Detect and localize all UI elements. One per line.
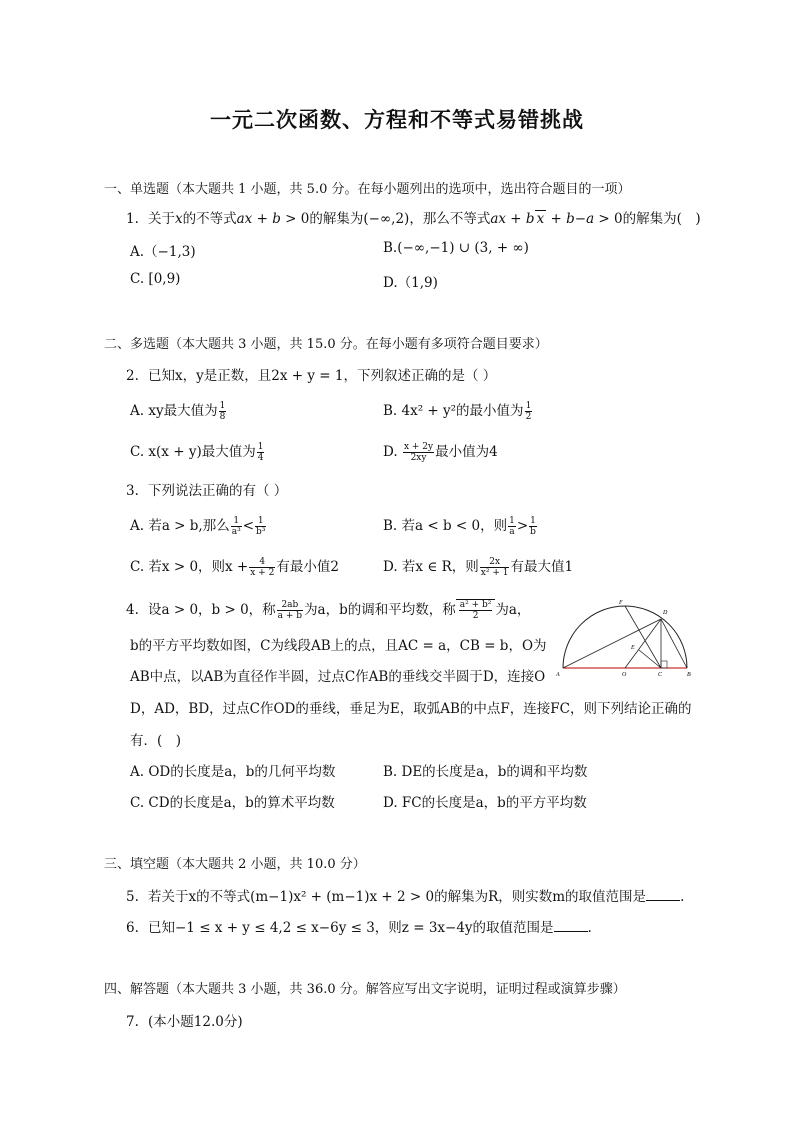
q3-option-c-text: C. 若x > 0，则x + <box>130 559 249 575</box>
q3-option-b[interactable]: B. 若a < b < 0，则 $\frac{1}{a}$ > $\frac{1}{b}$ <box>383 516 536 537</box>
question-number: 7. <box>126 1014 139 1030</box>
question-number: 6. <box>126 920 139 936</box>
fraction: $\frac{1}{2}$ <box>525 401 532 422</box>
question-7 <box>126 1010 243 1030</box>
q1-option-c[interactable]: C. [0,9) <box>130 271 181 287</box>
sqrt-expression: $\frac{\text{a² + b²}}{2}$ <box>456 599 496 621</box>
question-5 <box>126 885 684 905</box>
question-number: 1. <box>126 211 139 227</box>
fraction: $\frac{1}{8}$ <box>219 401 226 422</box>
q2-option-d-tail: 最小值为4 <box>435 444 498 460</box>
section-heading-single-choice: 一、单选题（本大题共 1 小题，共 5.0 分。在每小题列出的选项中，选出符合题目的一项） <box>104 182 631 197</box>
section-heading-fill-blank: 三、填空题（本大题共 2 小题，共 10.0 分） <box>104 857 366 872</box>
q2-stem-text: 已知x，y是正数，且2x + y = 1，下列叙述正确的是（ ） <box>148 368 497 384</box>
page-title: 一元二次函数、方程和不等式易错挑战 <box>210 107 584 132</box>
q3-option-b-text: B. 若a < b < 0，则 <box>383 518 508 534</box>
fraction: $\frac{1}{b}$ <box>530 516 536 537</box>
segment-ce <box>639 650 661 668</box>
section-heading-multiple-choice: 二、多选题（本大题共 3 小题，共 15.0 分。在每小题有多项符合题目要求） <box>104 337 548 352</box>
q2-option-a-text: A. xy最大值为 <box>130 403 218 419</box>
q3-option-d[interactable] <box>383 555 573 578</box>
q2-option-a[interactable] <box>130 399 227 422</box>
question-number: 4. <box>126 602 139 618</box>
q1-math: x <box>175 211 183 227</box>
q6-end: . <box>587 920 592 936</box>
q1-math: ax <box>236 211 253 227</box>
question-4-line-4: D，AD，BD，过点C作OD的垂线，垂足为E，取弧AB的中点F，连接FC，则下列结论正确的 <box>130 701 692 717</box>
answer-blank[interactable] <box>554 919 588 932</box>
question-3-stem <box>126 479 287 499</box>
q1-option-b[interactable]: B.(−∞,−1) ∪ (3, + ∞) <box>383 240 529 256</box>
right-angle-mark <box>661 661 667 668</box>
question-4-line-2: b的平方平均数如图，C为线段AB上的点，且AC = a，CB = b，O为 <box>130 638 547 654</box>
segment-fc <box>625 606 661 668</box>
question-4-line-1 <box>126 598 530 621</box>
q2-option-c-text: C. x(x + y)最大值为 <box>130 444 256 460</box>
fraction: $\frac{x + 2y}{2xy}$ <box>403 442 434 463</box>
q4-text: 为a，b的调和平均数，称 <box>304 602 456 618</box>
fraction: $\frac{1}{4}$ <box>257 442 264 463</box>
label-f: F <box>619 600 623 606</box>
fraction: $\frac{1}{\text{a³}}$ <box>231 516 241 537</box>
q3-option-d-text: D. 若x ∈ R，则 <box>383 559 479 575</box>
q3-option-c-tail: 有最小值2 <box>276 559 339 575</box>
q1-stem-part: 的解集为( ) <box>622 211 701 227</box>
q3-option-d-tail: 有最大值1 <box>510 559 574 575</box>
question-number: 3. <box>126 483 139 499</box>
q3-option-a[interactable]: A. 若a > b,那么 $\frac{1}{\text{a³}}$ < $\frac{1}{\text{b³}}$ <box>130 516 266 537</box>
q1-option-a[interactable]: A.（−1,3) <box>130 244 196 260</box>
q4-text: 为a， <box>495 602 531 618</box>
label-e: E <box>631 645 635 651</box>
question-number: 2. <box>126 368 139 384</box>
q3-option-c[interactable] <box>130 555 339 578</box>
q3-stem-text: 下列说法正确的有（ ） <box>148 483 288 499</box>
segment-ad <box>563 619 661 668</box>
question-6 <box>126 916 592 936</box>
q1-math: ax <box>490 211 506 227</box>
q1-stem-part: 关于 <box>148 211 175 227</box>
label-c: C <box>658 672 663 678</box>
segment-od <box>625 619 661 668</box>
question-4-line-5: 有．( ) <box>130 733 182 749</box>
q5-stem-text: 若关于x的不等式(m−1)x² + (m−1)x + 2 > 0的解集为R，则实数m的取值范围是 <box>148 889 647 905</box>
q1-stem-part: 的解集为 <box>309 211 364 227</box>
q1-stem-part: 的不等式 <box>182 211 237 227</box>
question-4-line-3: AB中点，以AB为直径作半圆，过点C作AB的垂线交半圆于D，连接O <box>130 669 546 685</box>
fraction: $\frac{2x}{\text{x² + 1}}$ <box>480 557 509 578</box>
q1-option-d[interactable]: D.（1,9) <box>383 275 438 291</box>
q4-option-c[interactable]: C. CD的长度是a，b的算术平均数 <box>130 795 335 811</box>
q4-option-a[interactable]: A. OD的长度是a，b的几何平均数 <box>130 764 336 780</box>
fraction: $\frac{1}{a}$ <box>509 516 515 537</box>
fraction: $\frac{1}{\text{b³}}$ <box>256 516 266 537</box>
q2-option-d[interactable] <box>383 440 498 463</box>
q1-stem-part: ，那么不等式 <box>409 211 491 227</box>
q3-option-a-text: A. 若a > b,那么 <box>130 518 230 534</box>
label-d: D <box>663 610 668 616</box>
label-a: A <box>556 672 560 678</box>
q4-option-b[interactable]: B. DE的长度是a，b的调和平均数 <box>383 764 588 780</box>
semicircle-figure <box>555 598 705 678</box>
q7-stem-text: (本小题12.0分) <box>148 1014 243 1030</box>
question-1-stem: 1. 关于x的不等式ax + b > 0的解集为(−∞,2)，那么不等式ax + b x + b−a > 0的解集为( ) <box>126 211 701 227</box>
segment-bd <box>661 619 687 668</box>
question-number: 5. <box>126 889 139 905</box>
label-b: B <box>687 672 691 678</box>
label-o: O <box>622 672 627 678</box>
q6-stem-text: 已知−1 ≤ x + y ≤ 4,2 ≤ x−6y ≤ 3，则z = 3x−4y的取值范围是 <box>148 920 554 936</box>
q2-option-b-text: B. 4x² + y²的最小值为 <box>383 403 524 419</box>
q2-option-d-text: D. <box>383 444 398 460</box>
q4-option-d[interactable]: D. FC的长度是a，b的平方平均数 <box>383 795 587 811</box>
fraction: $\frac{4}{x + 2}$ <box>250 557 275 578</box>
q4-text: 设a > 0，b > 0，称 <box>148 602 276 618</box>
answer-blank[interactable] <box>646 888 680 901</box>
fraction: $\frac{2ab}{a + b}$ <box>277 600 303 621</box>
section-heading-free-response: 四、解答题（本大题共 3 小题，共 36.0 分。解答应写出文字说明，证明过程或演算步骤） <box>104 982 626 997</box>
q5-end: . <box>680 889 685 905</box>
q2-option-c[interactable] <box>130 440 265 463</box>
q2-option-b[interactable] <box>383 399 533 422</box>
question-2-stem <box>126 364 496 384</box>
